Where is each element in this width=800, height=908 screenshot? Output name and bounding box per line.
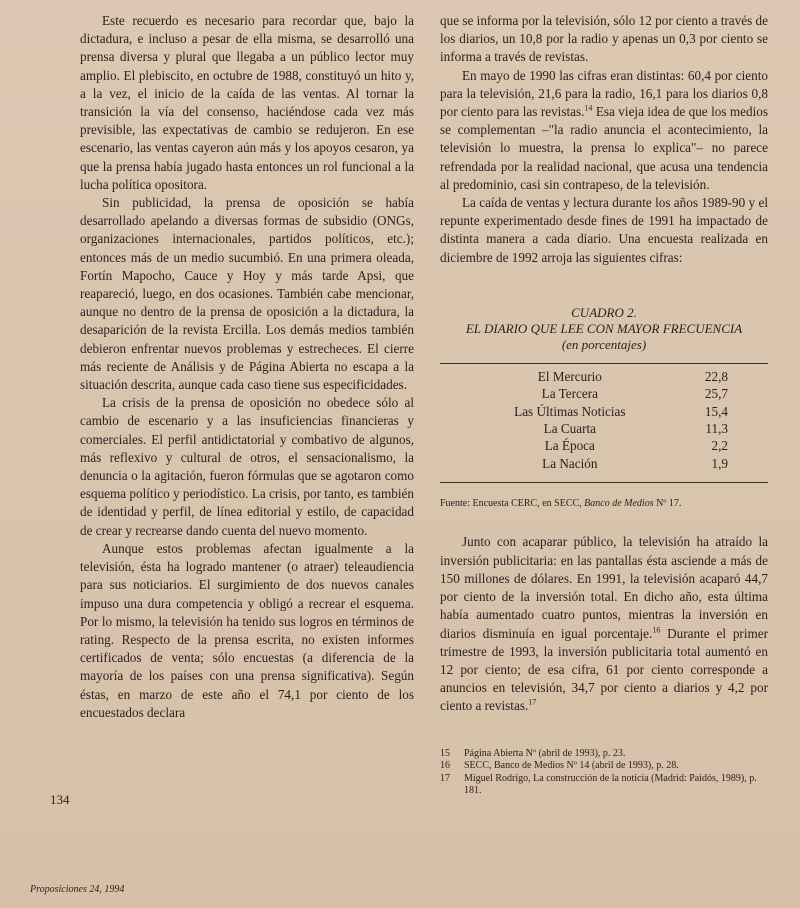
table-title: [440, 305, 768, 353]
footnote: [440, 748, 768, 761]
footnote-ref: 17: [528, 697, 537, 707]
table-source: [440, 495, 768, 513]
source-text: Fuente: Encuesta CERC, en SECC,: [440, 498, 585, 510]
paragraph: La crisis de la prensa de oposición no obedece sólo al cambio de escenario y a las insuficiencias financieras y comerciales. El perfil antidictatorial y combativo de algunos, más reflexivo y cultural de otros, el sensacionalismo, la denuncia o la agitación, fueron fórmulas que se agotaron como esquema político y periodístico. La crisis, por tanto, es también de identidad y perfil, de línea editorial y estilo, de capacidad de crear y recrearse dando cuenta del nuevo momento.: [80, 395, 415, 538]
footnote-ref: 16: [652, 625, 661, 635]
row-name: La Tercera: [541, 386, 598, 402]
row-value: 11,3: [705, 421, 728, 437]
paragraph: [440, 67, 768, 194]
right-column: [440, 12, 768, 798]
footnote-text: Página Abierta Nº (abril de 1993), p. 23.: [464, 747, 626, 759]
row-name: Las Últimas Noticias: [514, 403, 626, 419]
table-rule: [440, 482, 768, 483]
row-name: La Época: [544, 438, 595, 454]
paragraph: La caída de ventas y lectura durante los años 1989-90 y el repunte experimentado desde fines de 1991 ha impactado de distinta manera a cada diario. Una encuesta realizada en diciembre de 1992 arroja las siguientes cifras:: [440, 195, 768, 265]
table-row: [458, 455, 728, 472]
footnote-number: 15: [440, 747, 450, 759]
paragraph-text: Junto con acaparar público, la televisión ha atraído la inversión publicitaria: en las pantallas ésta asciende a más de 150 millones de dólares. En 1991, la televisión acaparó 44,7 por ciento de la inversión total. En dicho año, esta última había aumentado cuatro puntos, mientras la inversión en diarios disminuía en igual porcentaje.: [440, 534, 768, 641]
footnote: [440, 773, 768, 798]
paragraph: Este recuerdo es necesario para recordar que, bajo la dictadura, e incluso a pesar de ella misma, se desarrolló una prensa diversa y plural que llegaba a un público lector muy amplio. El plebiscito, en octubre de 1988, constituyó un hito y, a la vez, el inicio de la caída de las ventas. Al tornar la transición la vía del consenso, haciéndose cada vez más previsible, las expectativas de cambio se redujeron. En ese escenario, las ventas cayeron aún más y los apoyos cesaron, ya que la prensa había jugado hasta entonces un rol funcional a la lucha política opositora.: [80, 13, 414, 192]
footnote: [440, 760, 768, 773]
paragraph: Aunque estos problemas afectan igualmente a la televisión, ésta ha logrado mantener (o atraer) teleaudiencia para sus noticiarios. El surgimiento de dos nuevos canales impuso una dura competencia y obligó a recrear el esquema. Por lo mismo, la televisión ha tenido sus logros en términos de rating. Respecto de la prensa escrita, no existen informes certificados de venta; sólo encuestas (a diferencia de la mayoría de los países con una prensa significativa). Según éstas, en marzo de este año el 74,1 por ciento de los encuestados declara: [80, 540, 414, 720]
table-row: [458, 403, 728, 420]
footnote-ref: 14: [584, 103, 593, 113]
table-block: [440, 305, 768, 514]
row-name: La Cuarta: [543, 421, 596, 437]
table-heading: EL DIARIO QUE LEE CON MAYOR FRECUENCIA: [465, 320, 743, 336]
row-value: 25,7: [704, 386, 728, 402]
paragraph: Sin publicidad, la prensa de oposición se había desarrollado apelando a diversas formas de subsidio (ONGs, organizaciones internacionales, partidos políticos, etc.); entonces más de un medio sucumbió. En una primera oleada, Fortín Mapocho, Cauce y Hoy y más tarde Apsi, que reapareció, luego, en dos ocasiones. También cabe mencionar, aunque no dentro de la prensa de oposición a la dictadura, la desaparición de la revista Ercilla. Los demás medios también debieron enfrentar nuevos problemas y estrecheces. El cierre más reciente de Análisis y de Página Abierta no escapa a la situación descrita, aunque cada caso tiene sus especificidades.: [80, 195, 414, 393]
table-rule: [440, 363, 768, 364]
table-subtitle: (en porcentajes): [561, 336, 647, 352]
row-value: 1,9: [711, 455, 728, 471]
row-value: 2,2: [711, 438, 728, 454]
paragraph-text: Esa vieja idea de que los medios se complementan –"la radio anuncia el acontecimiento, la televisión lo muestra, la prensa lo explica"– no parece refrendada por la realidad nacional, que acusa una tendencia al predominio, casi sin contrapeso, de la televisión.: [440, 104, 768, 192]
paragraph: que se informa por la televisión, sólo 12 por ciento a través de los diarios, un 10,8 por la radio y apenas un 0,3 por ciento se informa a través de revistas.: [440, 13, 768, 65]
paragraph-text: En mayo de 1990 las cifras eran distintas: 60,4 por ciento para la televisión, 21,6 para la radio, 16,1 para los diarios 0,8 por ciento para las revistas.: [440, 67, 768, 120]
table-row: [458, 368, 728, 385]
paragraph-text: Durante el primer trimestre de 1993, la inversión publicitaria total aumentó en 12 por ciento; de esa cifra, 61 por ciento corresponde a anuncios en televisión, 34,7 por ciento a diarios y 4,2 por ciento a revistas.: [440, 625, 768, 714]
journal-footer: Proposiciones 24, 1994: [30, 884, 125, 895]
row-name: La Nación: [542, 455, 598, 471]
source-title: Banco de Medios: [584, 498, 654, 510]
footnote-number: 17: [440, 772, 450, 784]
table-label: CUADRO 2.: [571, 304, 637, 320]
source-text: Nº 17.: [653, 498, 682, 510]
page-number: 134: [50, 792, 70, 807]
footnote-number: 16: [440, 760, 450, 772]
footnotes: [440, 748, 768, 798]
footnote-text: SECC, Banco de Medios Nº 14 (abril de 1993), p. 28.: [464, 760, 679, 772]
row-value: 15,4: [704, 403, 728, 419]
row-name: El Mercurio: [537, 368, 602, 384]
footnote-text: Miguel Rodrigo, La construcción de la noticia (Madrid: Paidós, 1989), p. 181.: [464, 772, 757, 797]
paragraph: [440, 533, 768, 715]
data-table: [458, 368, 728, 472]
table-row: [458, 420, 728, 437]
table-row: [458, 437, 728, 454]
left-column: [80, 12, 414, 722]
row-value: 22,8: [704, 368, 728, 384]
table-row: [458, 385, 728, 402]
